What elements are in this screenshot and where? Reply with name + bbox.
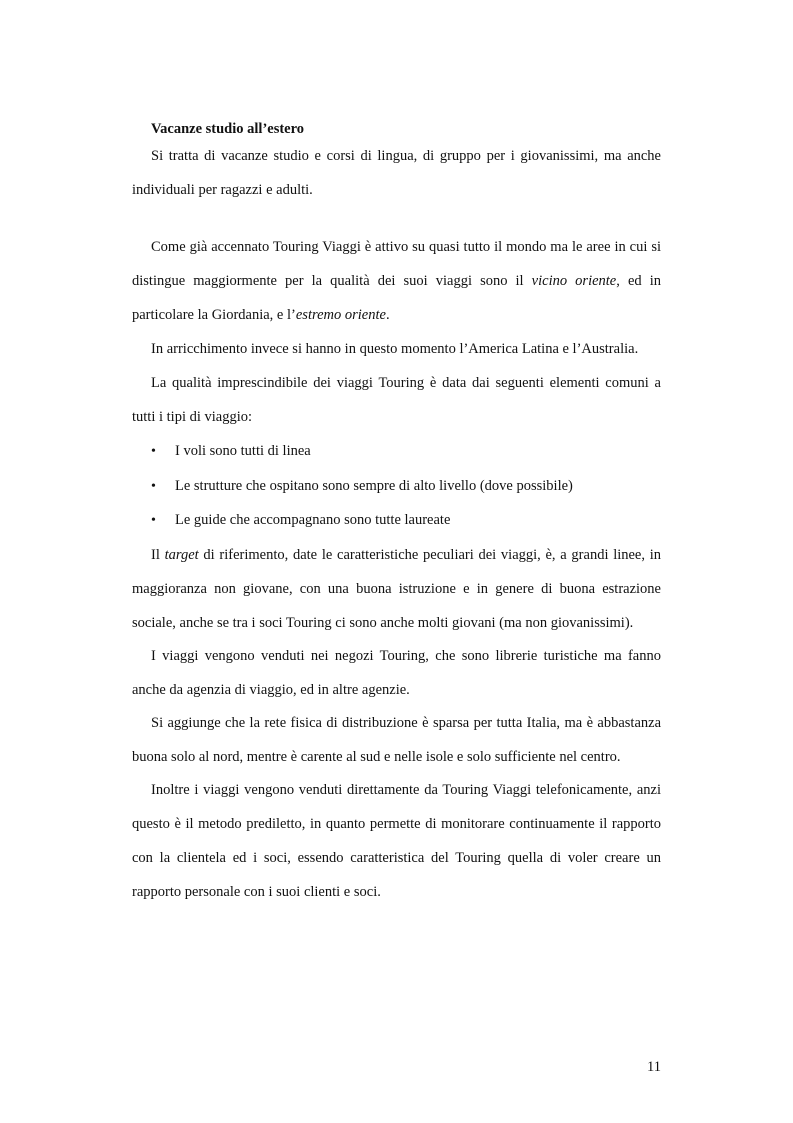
- paragraph-2-emphasis-b: estremo oriente: [295, 307, 386, 323]
- paragraph-2-emphasis-a: vicino oriente: [531, 273, 617, 289]
- paragraph-4: La qualità imprescindibile dei viaggi Touring è data dai seguenti elementi comuni a tutti i tipi di viaggio:: [132, 375, 661, 425]
- paragraph-5-text-a: Il: [151, 547, 165, 563]
- bullet-icon: •: [151, 479, 156, 494]
- paragraph-2-text-a: Come già accennato Touring Viaggi è attivo su quasi tutto il mondo ma le aree in cui si distingue maggiormente per la qualità dei suoi viaggi sono il: [132, 239, 661, 289]
- bullet-text: I voli sono tutti di linea: [175, 443, 311, 459]
- bullet-icon: •: [151, 444, 156, 459]
- paragraph-5-emphasis: target: [164, 547, 199, 563]
- bullet-item: [151, 510, 450, 531]
- paragraph-2-text-b: , ed in particolare la Giordania, e l’: [132, 273, 661, 323]
- paragraph-5: [132, 538, 661, 640]
- bullet-text: Le strutture che ospitano sono sempre di alto livello (dove possibile): [175, 478, 573, 494]
- bullet-item: [151, 441, 311, 462]
- paragraph-3: In arricchimento invece si hanno in questo momento l’America Latina e l’Australia.: [151, 341, 639, 357]
- page-number: 11: [647, 1059, 661, 1075]
- bullet-item: [151, 476, 573, 497]
- paragraph-5-text-b: di riferimento, date le caratteristiche peculiari dei viaggi, è, a grandi linee, in maggioranza non giovane, con una buona istruzione e in genere di buona estrazione sociale, anche se tra i soci Touring ci sono anche molti giovani (ma non giovanissimi).: [132, 547, 661, 631]
- paragraph-2-text-c: .: [385, 307, 390, 323]
- paragraph-1: Si tratta di vacanze studio e corsi di lingua, di gruppo per i giovanissimi, ma anche individuali per ragazzi e adulti.: [132, 148, 661, 198]
- paragraph-8: Inoltre i viaggi vengono venduti direttamente da Touring Viaggi telefonicamente, anzi questo è il metodo prediletto, in quanto permette di monitorare continuamente il rapporto con la clientela ed i soci, essendo caratteristica del Touring quella di voler creare un rapporto personale con i suoi clienti e soci.: [132, 782, 661, 900]
- bullet-icon: •: [151, 513, 156, 528]
- paragraph-7: Si aggiunge che la rete fisica di distribuzione è sparsa per tutta Italia, ma è abbastanza buona solo al nord, mentre è carente al sud e nelle isole e solo sufficiente nel centro.: [132, 715, 661, 765]
- paragraph-2: [132, 230, 661, 332]
- section-heading: Vacanze studio all’estero: [151, 121, 305, 137]
- paragraph-6: I viaggi vengono venduti nei negozi Touring, che sono librerie turistiche ma fanno anche da agenzia di viaggio, ed in altre agenzie.: [132, 648, 661, 698]
- bullet-text: Le guide che accompagnano sono tutte laureate: [175, 512, 451, 528]
